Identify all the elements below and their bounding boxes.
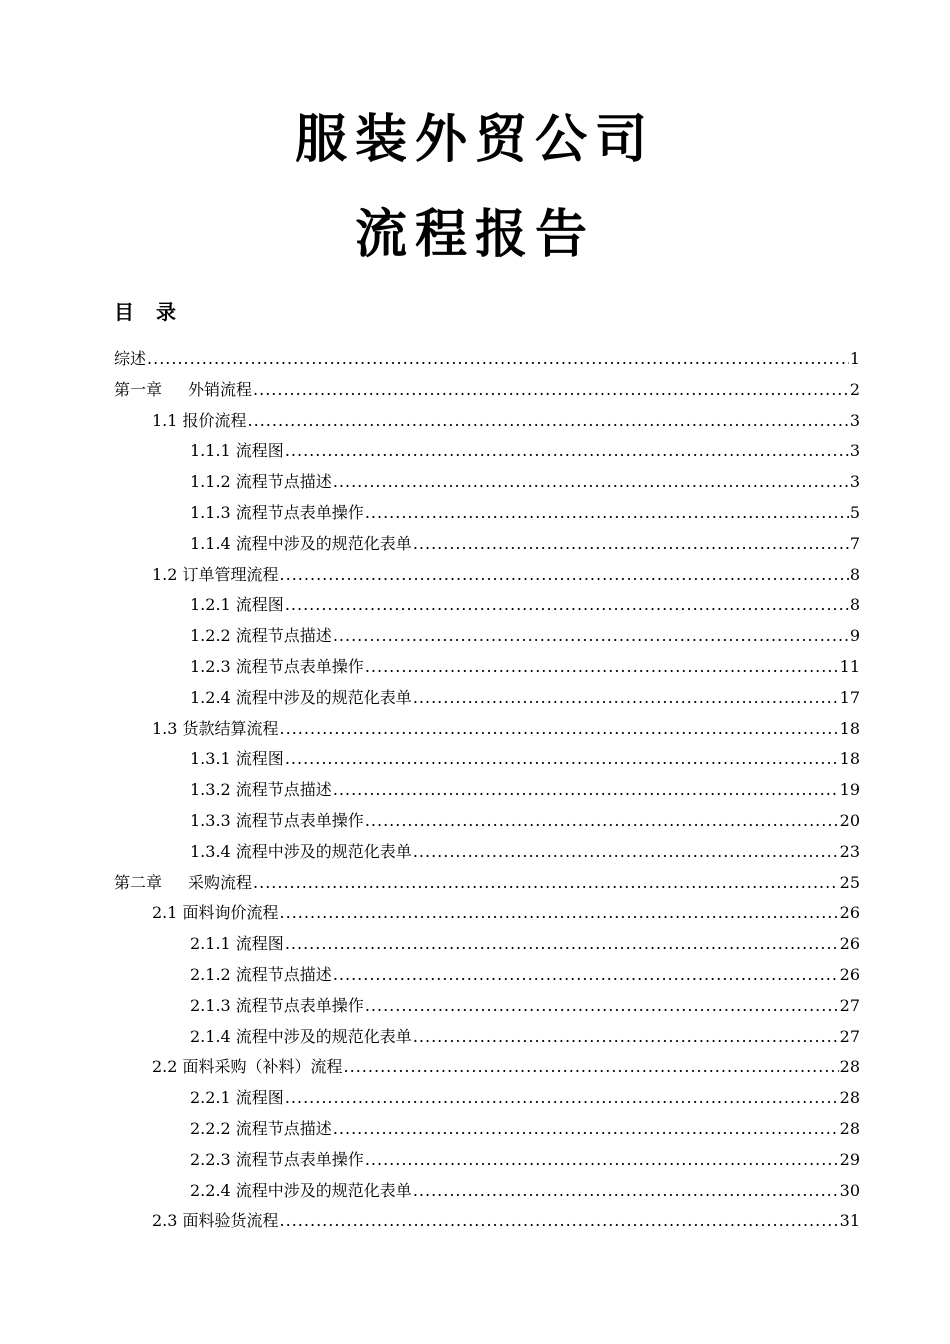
toc-entry-title: 1.1 报价流程	[152, 410, 247, 430]
toc-entry[interactable]	[190, 1018, 860, 1048]
toc-entry-label	[190, 779, 332, 801]
toc-entry[interactable]	[190, 833, 860, 863]
toc-entry-page-number: 23	[839, 841, 860, 861]
toc-entry-label	[190, 841, 412, 863]
toc-entry[interactable]	[190, 771, 860, 801]
toc-entry-label	[190, 471, 332, 493]
toc-entry-title: 2.2 面料采购（补料）流程	[152, 1057, 343, 1077]
toc-entry-page-number: 8	[849, 595, 860, 615]
toc-entry-label	[152, 718, 279, 740]
toc-entry-title: 1.2.1 流程图	[190, 595, 284, 615]
toc-entry[interactable]	[190, 1110, 860, 1140]
toc-dot-leader	[365, 995, 839, 1017]
toc-entry[interactable]	[190, 925, 860, 955]
toc-entry-title: 2.2.1 流程图	[190, 1088, 284, 1108]
toc-dot-leader	[253, 872, 839, 894]
toc-entry-page-number: 3	[849, 441, 860, 461]
toc-entry-label	[190, 933, 284, 955]
toc-dot-leader	[413, 1026, 839, 1048]
toc-entry-chapter-name: 采购流程	[188, 872, 253, 892]
toc-entry[interactable]	[190, 432, 860, 462]
toc-dot-leader	[285, 594, 849, 616]
toc-entry[interactable]	[114, 864, 860, 894]
toc-entry-page-number: 29	[839, 1149, 860, 1169]
toc-entry-label	[190, 995, 364, 1017]
toc-entry[interactable]	[190, 956, 860, 986]
toc-entry-title: 1.3.3 流程节点表单操作	[190, 811, 364, 830]
toc-entry-page-number: 28	[839, 1119, 860, 1138]
toc-entry-title: 2.1.3 流程节点表单操作	[190, 995, 364, 1015]
toc-entry-label	[152, 564, 279, 586]
toc-entry-label	[114, 379, 252, 401]
toc-entry-page-number: 18	[839, 749, 860, 769]
toc-entry-label	[190, 687, 412, 709]
toc-entry-title: 1.2.3 流程节点表单操作	[190, 657, 364, 676]
toc-entry-title: 综述	[114, 349, 147, 368]
toc-entry-title: 1.1.1 流程图	[190, 441, 284, 461]
toc-dot-leader	[413, 841, 839, 863]
toc-entry-page-number: 18	[839, 718, 860, 738]
toc-entry[interactable]	[152, 1048, 860, 1078]
toc-entry-page-number: 26	[839, 934, 860, 954]
toc-entry-page-number: 26	[839, 903, 860, 923]
toc-entry-label	[190, 440, 284, 462]
toc-entry[interactable]	[190, 802, 860, 832]
toc-dot-leader	[333, 1118, 839, 1140]
toc-entry-label	[190, 810, 364, 832]
toc-dot-leader	[280, 564, 849, 586]
toc-entry-page-number: 27	[839, 995, 860, 1015]
toc-entry-page-number: 1	[849, 349, 860, 368]
toc-entry[interactable]	[152, 710, 860, 740]
toc-dot-leader	[413, 533, 849, 555]
toc-entry-label	[190, 502, 364, 524]
toc-entry-page-number: 3	[849, 472, 860, 492]
toc-entry-title: 第二章	[114, 872, 163, 892]
toc-entry[interactable]	[190, 679, 860, 709]
toc-dot-leader	[285, 748, 839, 770]
toc-entry[interactable]	[152, 556, 860, 586]
toc-entry-label	[152, 1210, 279, 1232]
toc-entry-label	[190, 1149, 364, 1171]
toc-entry-page-number: 31	[839, 1211, 860, 1231]
toc-entry-title: 1.3 货款结算流程	[152, 718, 279, 738]
toc-entry-title: 1.3.1 流程图	[190, 749, 284, 769]
toc-dot-leader	[280, 1210, 839, 1232]
toc-entry-page-number: 17	[839, 687, 860, 707]
toc-entry-label	[190, 1087, 284, 1109]
toc-entry-title: 2.1 面料询价流程	[152, 903, 279, 923]
toc-entry-title: 第一章	[114, 379, 163, 399]
toc-entry-label	[190, 533, 412, 555]
toc-entry-label	[190, 1118, 332, 1140]
toc-entry-page-number: 28	[839, 1057, 860, 1077]
toc-entry-page-number: 20	[839, 811, 860, 830]
toc-dot-leader	[413, 687, 839, 709]
toc-entry-label	[190, 656, 364, 678]
toc-entry[interactable]	[190, 987, 860, 1017]
toc-entry-title: 2.2.4 流程中涉及的规范化表单	[190, 1180, 412, 1200]
toc-entry-page-number: 9	[849, 626, 860, 646]
toc-entry[interactable]	[152, 1202, 860, 1232]
toc-dot-leader	[147, 348, 849, 370]
toc-dot-leader	[413, 1180, 839, 1202]
toc-dot-leader	[285, 933, 839, 955]
toc-dot-leader	[253, 379, 849, 401]
toc-entry-title: 2.2.2 流程节点描述	[190, 1119, 332, 1138]
toc-entry[interactable]	[190, 586, 860, 616]
toc-entry[interactable]	[190, 463, 860, 493]
toc-entry-title: 2.1.2 流程节点描述	[190, 965, 332, 984]
toc-entry[interactable]	[190, 525, 860, 555]
toc-entry-label	[114, 872, 252, 894]
toc-entry-title: 1.1.2 流程节点描述	[190, 472, 332, 492]
toc-dot-leader	[333, 471, 849, 493]
toc-entry[interactable]	[114, 371, 860, 401]
toc-entry-title: 2.2.3 流程节点表单操作	[190, 1149, 364, 1169]
toc-heading-part: 目	[114, 300, 134, 324]
toc-entry[interactable]	[190, 1141, 860, 1171]
toc-entry-label	[190, 964, 332, 986]
toc-entry-page-number: 2	[849, 379, 860, 399]
toc-entry-page-number: 30	[839, 1180, 860, 1200]
toc-entry-title: 1.3.4 流程中涉及的规范化表单	[190, 841, 412, 861]
toc-entry[interactable]	[190, 494, 860, 524]
toc-entry-title: 1.1.3 流程节点表单操作	[190, 503, 364, 522]
toc-entry-label	[152, 1056, 343, 1078]
toc-dot-leader	[333, 779, 839, 801]
toc-dot-leader	[365, 502, 849, 524]
toc-entry[interactable]	[114, 340, 860, 370]
toc-heading-part: 录	[156, 300, 176, 324]
toc-entry[interactable]	[190, 648, 860, 678]
toc-entry-label	[190, 748, 284, 770]
toc-entry-title: 1.2 订单管理流程	[152, 564, 279, 584]
toc-entry-title: 1.2.4 流程中涉及的规范化表单	[190, 687, 412, 707]
document-title-line-1: 服装外贸公司	[294, 110, 655, 170]
toc-entry-title: 2.1.1 流程图	[190, 934, 284, 954]
toc-entry-page-number: 5	[849, 503, 860, 522]
toc-entry[interactable]	[152, 402, 860, 432]
toc-entry-page-number: 19	[839, 780, 860, 800]
toc-entry-page-number: 28	[839, 1088, 860, 1108]
toc-entry-label	[190, 594, 284, 616]
toc-entry[interactable]	[152, 894, 860, 924]
toc-dot-leader	[333, 625, 849, 647]
toc-dot-leader	[344, 1056, 839, 1078]
toc-entry-label	[152, 410, 247, 432]
toc-entry-label	[152, 902, 279, 924]
toc-dot-leader	[280, 718, 839, 740]
toc-entry-label	[190, 1026, 412, 1048]
toc-dot-leader	[365, 1149, 839, 1171]
toc-dot-leader	[365, 656, 839, 678]
toc-entry-page-number: 7	[849, 533, 860, 553]
toc-entry-page-number: 11	[839, 657, 860, 676]
toc-dot-leader	[285, 440, 849, 462]
toc-entry-title: 1.1.4 流程中涉及的规范化表单	[190, 533, 412, 553]
toc-entry-title: 1.3.2 流程节点描述	[190, 780, 332, 800]
toc-entry-label	[114, 348, 146, 370]
toc-entry-page-number: 8	[849, 564, 860, 584]
toc-entry[interactable]	[190, 740, 860, 770]
toc-entry-title: 2.3 面料验货流程	[152, 1211, 279, 1231]
toc-entry-page-number: 3	[849, 410, 860, 430]
toc-entry-title: 1.2.2 流程节点描述	[190, 626, 332, 646]
toc-dot-leader	[248, 410, 849, 432]
toc-entry-page-number: 25	[839, 872, 860, 892]
toc-heading	[114, 298, 176, 326]
toc-entry[interactable]	[190, 1079, 860, 1109]
toc-entry-page-number: 27	[839, 1026, 860, 1046]
toc-entry-title: 2.1.4 流程中涉及的规范化表单	[190, 1026, 412, 1046]
toc-entry[interactable]	[190, 1172, 860, 1202]
document-title-line-2: 流程报告	[354, 205, 595, 265]
toc-entry-label	[190, 625, 332, 647]
toc-dot-leader	[285, 1087, 839, 1109]
toc-entry[interactable]	[190, 617, 860, 647]
toc-dot-leader	[333, 964, 839, 986]
toc-dot-leader	[365, 810, 839, 832]
toc-entry-chapter-name: 外销流程	[188, 379, 253, 399]
toc-entry-page-number: 26	[839, 965, 860, 984]
toc-dot-leader	[280, 902, 839, 924]
toc-entry-label	[190, 1180, 412, 1202]
